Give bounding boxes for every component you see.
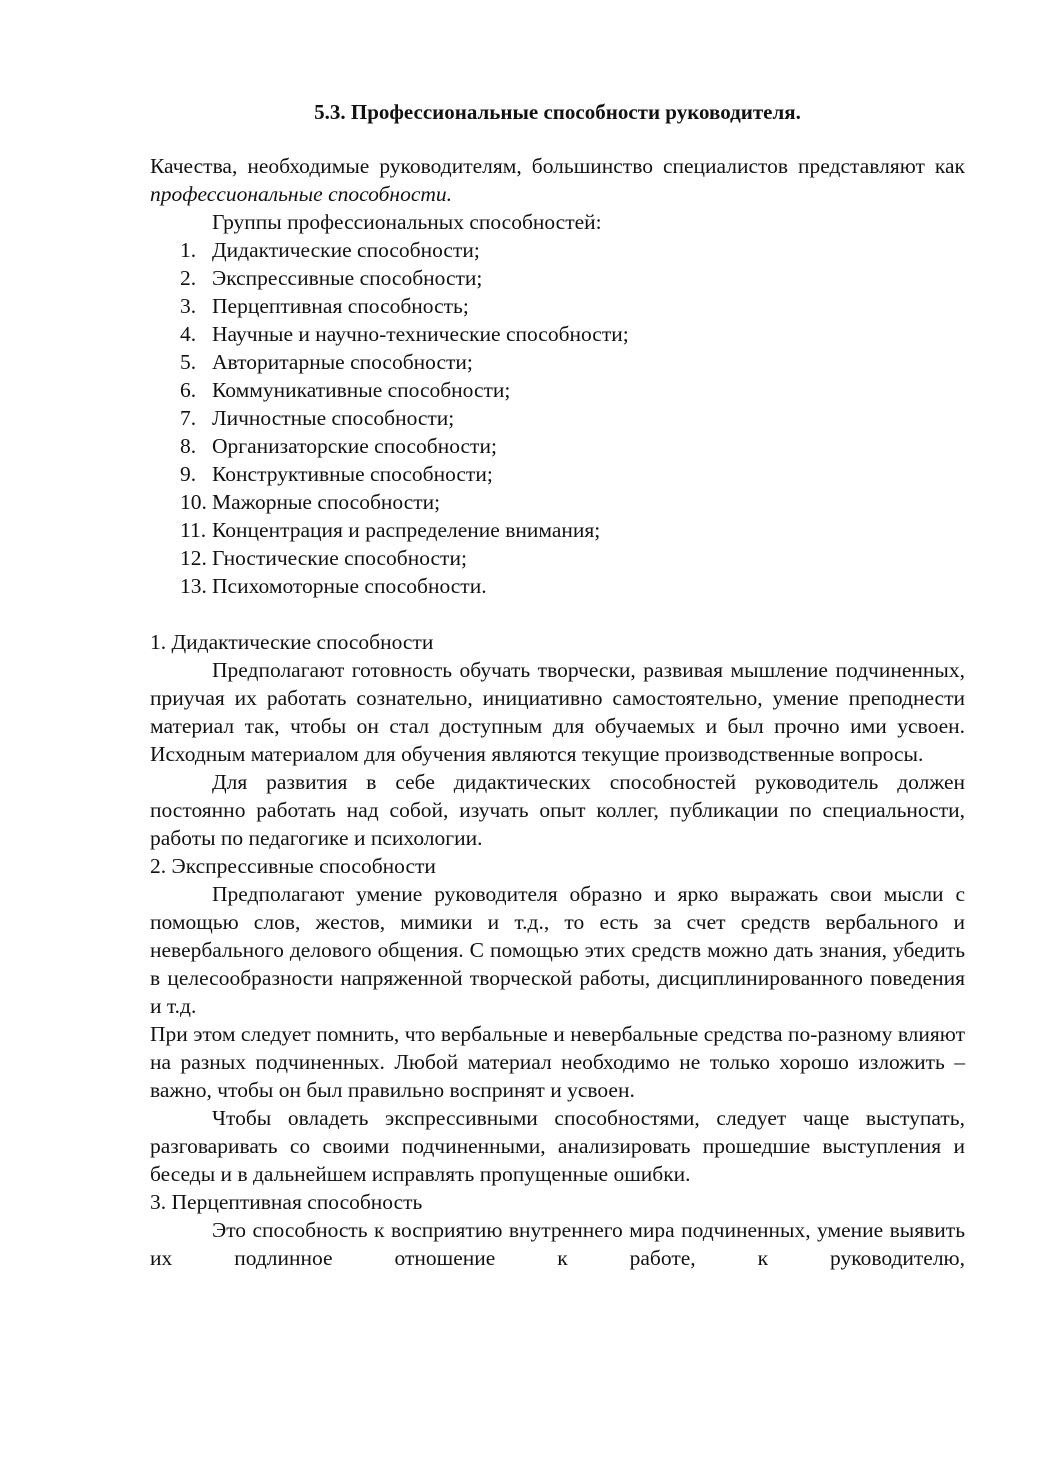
- section-heading-didactic: 1. Дидактические способности: [150, 630, 434, 654]
- list-item: [150, 432, 965, 460]
- abilities-list: [150, 236, 965, 600]
- list-item: [150, 572, 965, 600]
- list-text: Личностные способности;: [212, 406, 455, 430]
- list-number: 2.: [180, 266, 197, 290]
- list-text: Психомоторные способности.: [212, 574, 487, 598]
- list-item: [150, 404, 965, 432]
- list-item: [150, 488, 965, 516]
- intro-emphasis: профессиональные способности.: [150, 182, 453, 206]
- list-number: 5.: [180, 350, 197, 374]
- list-number: 13.: [180, 574, 207, 598]
- list-number: 12.: [180, 546, 207, 570]
- groups-heading: Группы профессиональных способностей:: [212, 210, 602, 234]
- section-heading-perceptive: 3. Перцептивная способность: [150, 1190, 423, 1214]
- list-item: [150, 544, 965, 572]
- list-number: 11.: [180, 518, 207, 542]
- list-text: Гностические способности;: [212, 546, 467, 570]
- section-paragraph: Чтобы овладеть экспрессивными способностями, следует чаще выступать, разговаривать со своими подчиненными, анализировать прошедшие выступления и беседы и в дальнейшем исправлять пропущенные ошибки.: [150, 1106, 965, 1186]
- list-number: 7.: [180, 406, 197, 430]
- list-text: Дидактические способности;: [212, 238, 480, 262]
- list-item: [150, 236, 965, 264]
- list-text: Концентрация и распределение внимания;: [212, 518, 601, 542]
- list-text: Научные и научно-технические способности;: [212, 322, 629, 346]
- list-text: Мажорные способности;: [212, 490, 441, 514]
- list-text: Конструктивные способности;: [212, 462, 493, 486]
- list-text: Перцептивная способность;: [212, 294, 469, 318]
- intro-text: Качества, необходимые руководителям, большинство специалистов представляют как: [150, 154, 965, 178]
- list-text: Организаторские способности;: [212, 434, 497, 458]
- list-text: Экспрессивные способности;: [212, 266, 483, 290]
- list-item: [150, 516, 965, 544]
- list-item: [150, 348, 965, 376]
- list-number: 3.: [180, 294, 197, 318]
- spacer: [150, 600, 965, 628]
- list-number: 9.: [180, 462, 197, 486]
- section-heading-expressive: 2. Экспрессивные способности: [150, 854, 436, 878]
- list-text: Авторитарные способности;: [212, 350, 473, 374]
- page-title: 5.3. Профессиональные способности руководителя.: [314, 100, 801, 124]
- section-paragraph: При этом следует помнить, что вербальные и невербальные средства по-разному влияют на разных подчиненных. Любой материал необходимо не только хорошо изложить – важно, чтобы он был правильно воспринят и усвоен.: [150, 1022, 965, 1102]
- section-paragraph: Предполагают готовность обучать творчески, развивая мышление подчиненных, приучая их работать сознательно, инициативно самостоятельно, умение преподнести материал так, чтобы он стал доступным для обучаемых и был прочно ими усвоен. Исходным материалом для обучения являются текущие производственные вопросы.: [150, 658, 965, 766]
- list-number: 8.: [180, 434, 197, 458]
- document-body: [150, 98, 965, 1272]
- list-item: [150, 264, 965, 292]
- list-item: [150, 292, 965, 320]
- section-paragraph: Это способность к восприятию внутреннего мира подчиненных, умение выявить их подлинное отношение к работе, к руководителю,: [150, 1218, 965, 1270]
- list-number: 1.: [180, 238, 197, 262]
- list-number: 4.: [180, 322, 197, 346]
- section-paragraph: Предполагают умение руководителя образно и ярко выражать свои мысли с помощью слов, жестов, мимики и т.д., то есть за счет средств вербального и невербального делового общения. С помощью этих средств можно дать знания, убедить в целесообразности напряженной творческой работы, дисциплинированного поведения и т.д.: [150, 882, 965, 1018]
- list-item: [150, 460, 965, 488]
- list-text: Коммуникативные способности;: [212, 378, 511, 402]
- list-number: 10.: [180, 490, 207, 514]
- list-item: [150, 320, 965, 348]
- list-item: [150, 376, 965, 404]
- list-number: 6.: [180, 378, 197, 402]
- intro-paragraph: [150, 152, 965, 208]
- section-paragraph: Для развития в себе дидактических способностей руководитель должен постоянно работать над собой, изучать опыт коллег, публикации по специальности, работы по педагогике и психологии.: [150, 770, 965, 850]
